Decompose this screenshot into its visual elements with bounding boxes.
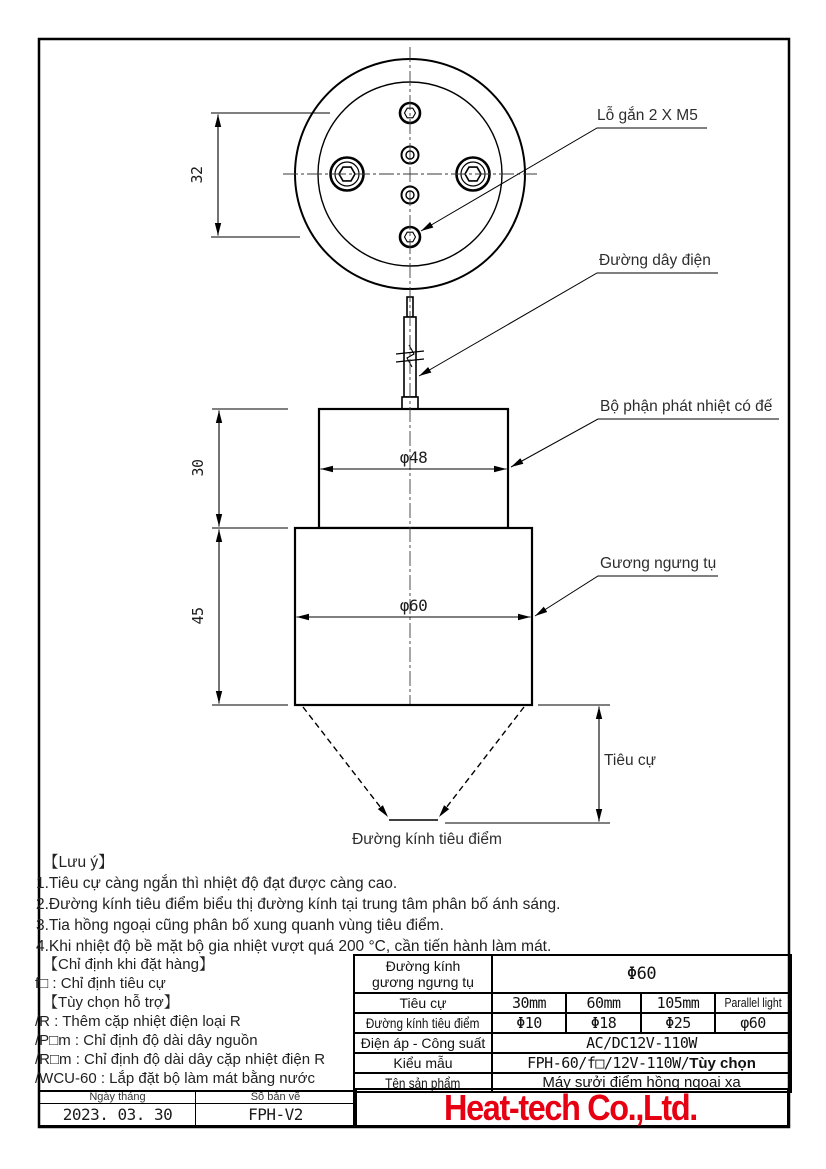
spec-mirror-label-line1: Đường kính	[385, 958, 461, 974]
notes-block	[36, 852, 561, 957]
option-item: /R : Thêm cặp nhiệt điện loại R	[35, 1013, 241, 1030]
model-value-option: Tùy chọn	[689, 1055, 756, 1072]
spec-focal-value: 30mm	[492, 993, 566, 1013]
spec-focal-label: Tiêu cự	[354, 993, 492, 1013]
spec-model-label: Kiểu mẫu	[354, 1053, 492, 1073]
ordering-item: f□ : Chỉ định tiêu cự	[35, 975, 166, 992]
label-power-cord: Đường dây điện	[599, 252, 711, 269]
spec-spot-label	[354, 1013, 492, 1033]
drawing-number-value: FPH-V2	[248, 1105, 303, 1124]
dim-lower-height: 45	[189, 607, 207, 625]
dim-mirror-diameter: φ60	[399, 596, 428, 615]
note-item: 2.Đường kính tiêu điểm biểu thị đường kính tại trung tâm phân bố ánh sáng.	[36, 896, 561, 913]
ordering-title: 【Chỉ định khi đặt hàng】	[43, 956, 214, 973]
notes-title: 【Lưu ý】	[43, 854, 114, 871]
spec-model-value	[492, 1053, 791, 1073]
note-item: 1.Tiêu cự càng ngắn thì nhiệt độ đạt được càng cao.	[36, 875, 398, 892]
spec-spot-value: φ60	[715, 1013, 791, 1033]
title-block	[38, 1090, 357, 1127]
parallel-light-text: Parallel light	[724, 996, 782, 1010]
spec-product-value: Máy sưởi điểm hồng ngoại xa	[492, 1073, 791, 1092]
label-focal-distance: Tiêu cự	[604, 752, 657, 769]
note-item: 3.Tia hồng ngoại cũng phân bố xung quanh vùng tiêu điểm.	[36, 917, 444, 934]
note-item: 4.Khi nhiệt độ bề mặt bộ gia nhiệt vượt quá 200 °C, cần tiến hành làm mát.	[36, 938, 552, 955]
drawing-number-label: Số bản vẽ	[196, 1092, 355, 1104]
label-condenser-mirror: Gương ngưng tụ	[600, 555, 717, 572]
spec-power-value: AC/DC12V-110W	[492, 1033, 791, 1053]
model-value-prefix: FPH-60/f□/12V-110W/	[527, 1054, 690, 1072]
spec-focal-value	[715, 993, 791, 1013]
spec-spot-value: Φ10	[492, 1013, 566, 1033]
dim-hole-spacing: 32	[188, 166, 206, 184]
product-label-text: Tên sản phẩm	[385, 1074, 461, 1091]
spec-spot-value: Φ25	[641, 1013, 715, 1033]
spec-power-label: Điện áp - Công suất	[354, 1033, 492, 1053]
spec-mirror-diameter-value: Φ60	[492, 955, 791, 993]
label-heater-unit: Bộ phận phát nhiệt có đế	[600, 398, 773, 415]
ordering-block	[35, 955, 325, 1088]
options-title: 【Tùy chọn hỗ trợ】	[43, 994, 179, 1011]
option-item: /R□m : Chỉ định độ dài dây cặp nhiệt điện R	[35, 1051, 326, 1068]
option-item: /P□m : Chỉ định độ dài dây nguồn	[35, 1032, 258, 1049]
date-label: Ngày tháng	[40, 1092, 196, 1104]
spec-table	[353, 954, 792, 1093]
date-value: 2023. 03. 30	[40, 1104, 196, 1125]
beam-cone	[303, 707, 524, 820]
dim-upper-diameter: φ48	[399, 448, 428, 467]
option-item: /WCU-60 : Lắp đặt bộ làm mát bằng nước	[35, 1070, 316, 1087]
spec-focal-value: 60mm	[566, 993, 641, 1013]
company-logo: Heat-tech Co.,Ltd.	[444, 1086, 698, 1128]
spec-mirror-label-line2: gương ngưng tụ	[372, 974, 474, 990]
spec-mirror-diameter-label	[354, 955, 492, 993]
logo-cell	[353, 1088, 789, 1127]
label-focal-diameter: Đường kính tiêu điểm	[352, 831, 502, 848]
spec-focal-value: 105mm	[641, 993, 715, 1013]
spec-spot-value: Φ18	[566, 1013, 641, 1033]
spot-label-text: Đường kính tiêu điểm	[366, 1015, 480, 1031]
dim-upper-height: 30	[189, 459, 207, 477]
label-mount-hole: Lỗ gắn 2 X M5	[597, 107, 698, 124]
